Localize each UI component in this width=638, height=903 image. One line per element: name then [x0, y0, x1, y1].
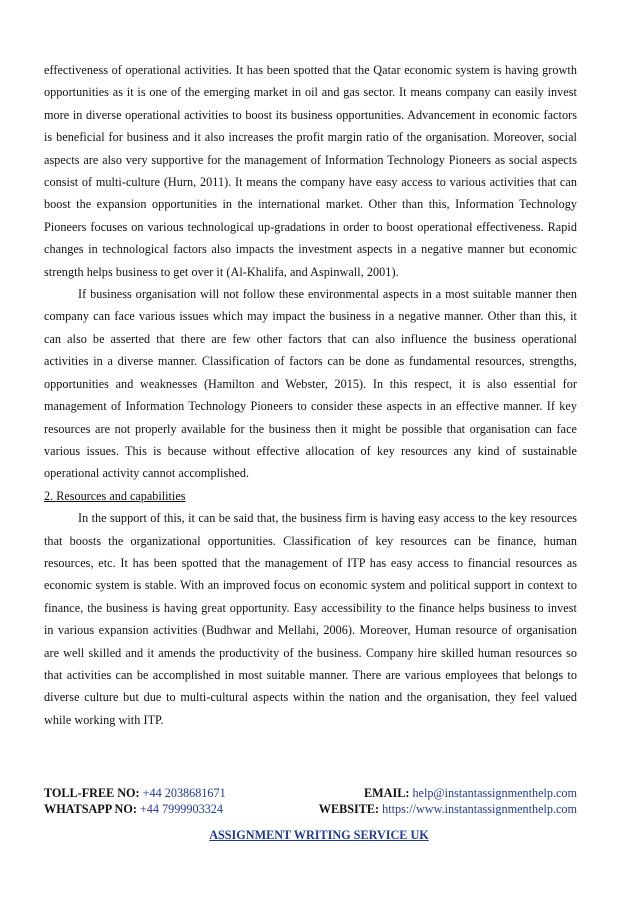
section-heading: 2. Resources and capabilities	[44, 488, 186, 503]
whatsapp-label: WHATSAPP NO:	[44, 802, 137, 816]
body-paragraph-2: If business organisation will not follow these environmental aspects in a most suitable manner then company can face various issues which may impact the business in a negative manner. Other than this, it can also be asserted that there are few other factors that can also influence the business operational activities in a diverse manner. Classification of factors can be done as fundamental resources, strengths, opportunities and weaknesses (Hamilton and Webster, 2015). In this respect, it is also essential for management of Information Technology Pioneers to consider these aspects in an effective manner. If key resources are not properly available for the business then it might be possible that organisation can face various issues. This is because without effective allocation of key resources any kind of sustainable operational activity cannot accomplished.	[44, 287, 577, 481]
email-label: EMAIL:	[364, 786, 410, 800]
whatsapp-contact	[44, 801, 223, 817]
website-label: WEBSITE:	[318, 802, 380, 816]
email-link[interactable]: help@instantassignmenthelp.com	[412, 786, 577, 800]
body-paragraph-3: In the support of this, it can be said that, the business firm is having easy access to the key resources that boosts the organizational opportunities. Classification of key resources can be finance, human resources, etc. It has been spotted that the management of ITP has easy access to financial resources as economic system is stable. With an improved focus on economic system and political support in context to finance, the business is having great opportunity. Easy accessibility to the finance helps business to invest in various expansion activities (Budhwar and Mellahi, 2006). Moreover, Human resource of organisation are well skilled and it amends the productivity of the business. Company hire skilled human resources so that activities can be accomplished in most suitable manner. There are various employees that belongs to diverse culture but due to multi-cultural aspects within the nation and the organisation, they feel valued while working with ITP.	[44, 511, 577, 727]
tollfree-contact	[44, 785, 226, 801]
website-contact	[319, 801, 577, 817]
email-contact	[364, 785, 577, 801]
tollfree-label: TOLL-FREE NO:	[44, 786, 140, 800]
contact-footer	[44, 785, 577, 817]
tollfree-number[interactable]: +44 2038681671	[142, 786, 226, 800]
document-body	[44, 59, 577, 731]
body-paragraph-1: effectiveness of operational activities. It has been spotted that the Qatar economic system is having growth opportunities as it is one of the emerging market in oil and gas sector. It means company can easily invest more in diverse operational activities to boost its business opportunities. Advancement in economic factors is beneficial for business and it also increases the profit margin ratio of the organisation. Moreover, social aspects are also very supportive for the management of Information Technology Pioneers as social aspects consist of multi-culture (Hurn, 2011). It means the company have easy access to various activities that can boost the expansion opportunities in the international market. Other than this, Information Technology Pioneers focuses on various technological up-gradations in order to boost operational effectiveness. Rapid changes in technological factors also impacts the investment aspects in a negative manner but economic strength helps business to get over it (Al-Khalifa, and Aspinwall, 2001).	[44, 63, 577, 279]
footer-row-2	[44, 801, 577, 817]
footer-row-1	[44, 785, 577, 801]
brand-link[interactable]: ASSIGNMENT WRITING SERVICE UK	[209, 828, 429, 842]
website-link[interactable]: https://www.instantassignmenthelp.com	[382, 802, 577, 816]
whatsapp-number[interactable]: +44 7999903324	[139, 802, 223, 816]
